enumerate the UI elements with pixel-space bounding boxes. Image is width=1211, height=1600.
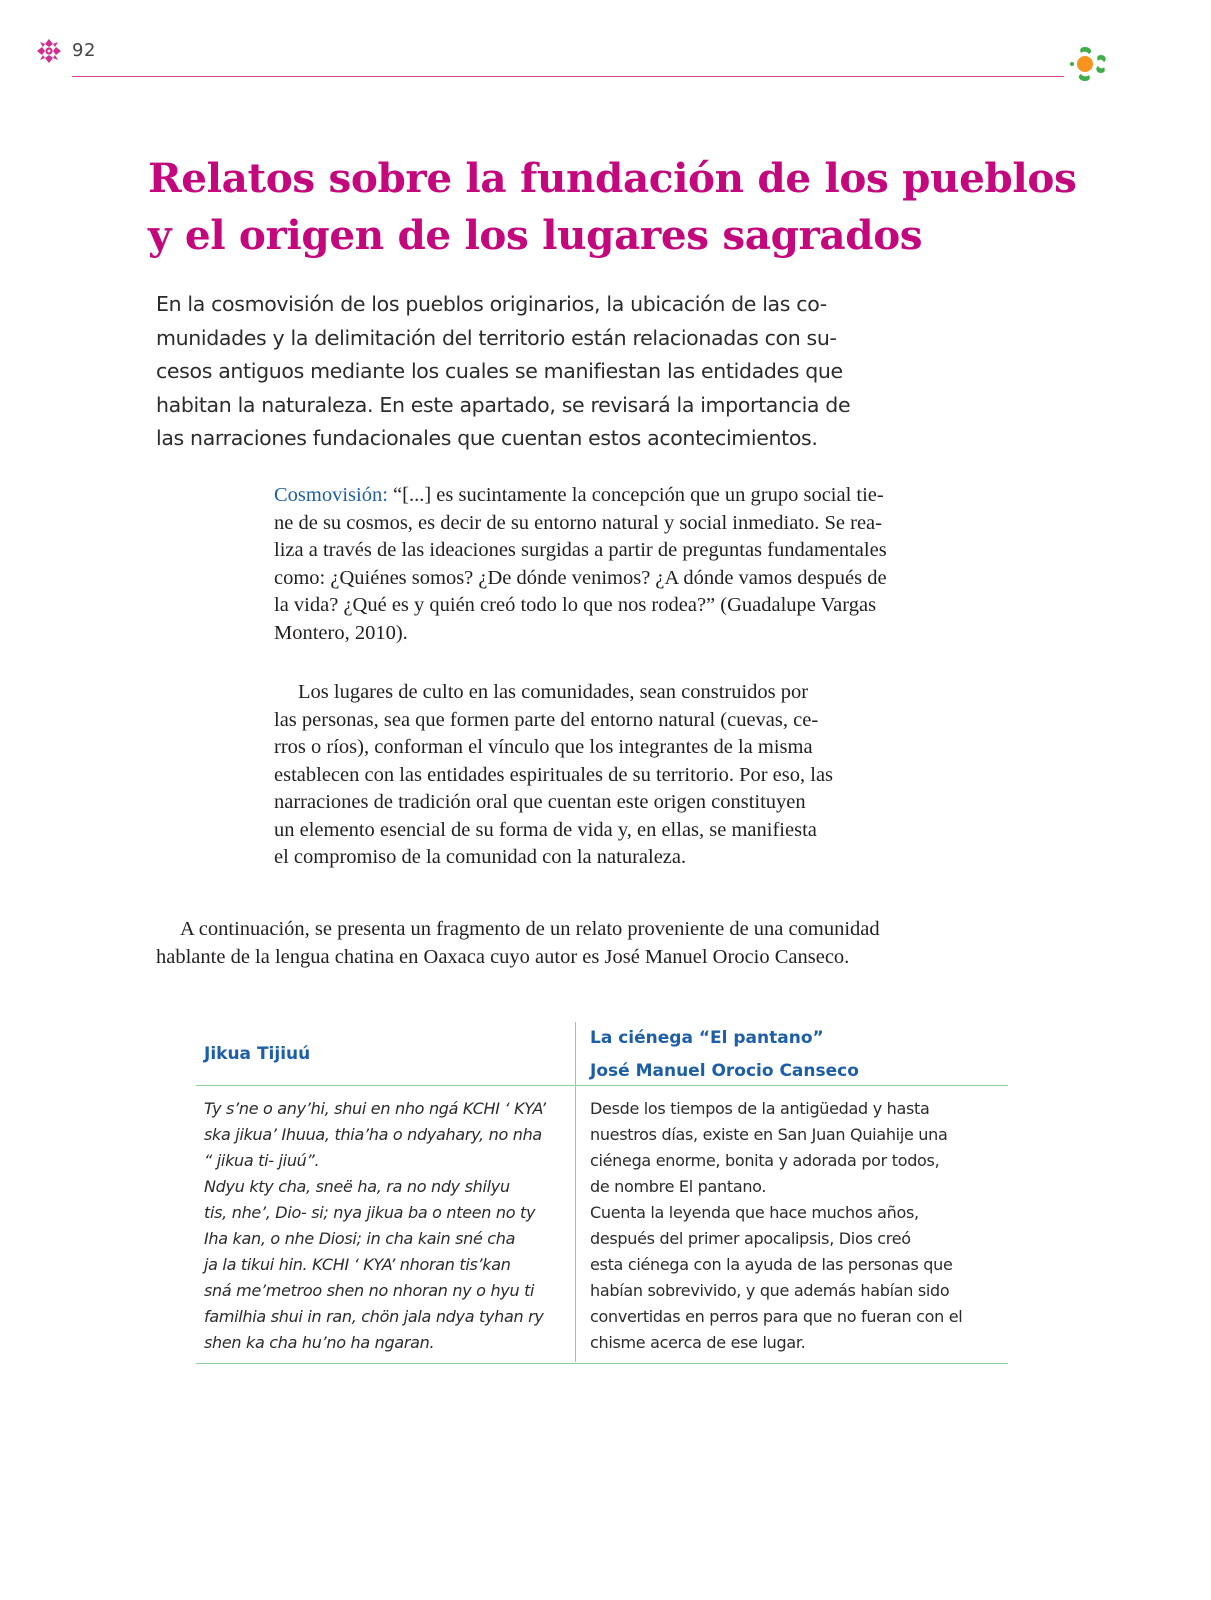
spanish-line: Desde los tiempos de la antigüedad y hasta [590,1099,930,1118]
paragraph-line: un elemento esencial de su forma de vida y, en ellas, se manifiesta [274,818,817,841]
chatino-line: tis, nhe’, Dio- si; nya jikua ba o nteen no ty [204,1203,536,1222]
definition-text: “[...] es sucintamente la concepción que un grupo social tie- [387,484,884,506]
definition-line: Montero, 2010). [274,621,408,644]
spanish-line: habían sobrevivido, y que además habían sido [590,1281,950,1300]
paragraph-line: el compromiso de la comunidad con la naturaleza. [274,846,687,868]
header-rule [72,76,1064,77]
paragraph-line: A continuación, se presenta un fragmento de un relato proveniente de una comunidad [180,918,880,940]
chatino-title-header: Jikua Tijiuú [204,1044,311,1064]
intro-paragraph [156,288,851,456]
chatino-line: familhia shui in ran, chön jala ndya tyhan ry [204,1307,544,1326]
column-divider [575,1022,576,1362]
chatino-line: ska jikua’ Ihuua, thia’ha o ndyahary, no nha [204,1125,542,1144]
definition-line: como: ¿Quiénes somos? ¿De dónde venimos? ¿A dónde vamos después de [274,566,887,589]
definition-first-line [274,482,986,510]
spanish-line: chisme acerca de ese lugar. [590,1333,806,1352]
chatino-line: shen ka cha hu’no ha ngaran. [204,1333,435,1352]
intro-line: En la cosmovisión de los pueblos originarios, la ubicación de las co- [156,292,827,316]
page-number: 92 [72,40,96,61]
sacred-places-paragraph [274,679,914,872]
intro-line: las narraciones fundacionales que cuentan estos acontecimientos. [156,426,818,450]
intro-line: habitan la naturaleza. En este apartado, se revisará la importancia de [156,392,851,417]
chatino-line: Iha kan, o nhe Diosi; in cha kain sné cha [204,1229,516,1248]
spanish-line: de nombre El pantano. [590,1177,767,1196]
spanish-line: ciénega enorme, bonita y adorada por todos, [590,1151,940,1170]
spanish-line: nuestros días, existe en San Juan Quiahije una [590,1125,948,1144]
definition-term: Cosmovisión: [274,484,388,506]
spanish-line: esta ciénega con la ayuda de las personas que [590,1255,953,1274]
chatino-line: sná me’metroo shen no nhoran ny o hyu ti [204,1281,535,1300]
spanish-line: Cuenta la leyenda que hace muchos años, [590,1203,919,1222]
table-bottom-rule [196,1363,1008,1364]
author-header: José Manuel Orocio Canseco [590,1061,859,1081]
spanish-line: convertidas en perros para que no fueran con el [590,1307,963,1326]
paragraph-line: establecen con las entidades espirituales de su territorio. Por eso, las [274,763,834,786]
spanish-title-header: La ciénega “El pantano” [590,1028,824,1048]
intro-line: munidades y la delimitación del territorio están relacionadas con su- [156,325,837,350]
definition-line: liza a través de las ideaciones surgidas a partir de preguntas fundamentales [274,539,887,561]
header-divider [196,1085,1008,1086]
intro-line: cesos antiguos mediante los cuales se manifiestan las entidades que [156,359,843,383]
paragraph-line: las personas, sea que formen parte del entorno natural (cuevas, ce- [274,708,819,731]
indigenous-badge-icon [1070,43,1116,87]
chatino-line: ja la tikui hin. KCHI ‘ KYA’ nhoran tis’kan [204,1255,511,1274]
definition-box [274,482,986,647]
spanish-text-cell [590,1096,1005,1356]
chatino-line: Ndyu kty cha, sneë ha, ra no ndy shilyu [204,1177,510,1196]
continuation-paragraph [156,915,1016,971]
flower-ornament-icon [36,38,62,64]
paragraph-line: narraciones de tradición oral que cuentan este origen constituyen [274,791,806,813]
definition-line: la vida? ¿Qué es y quién creó todo lo que nos rodea?” (Guadalupe Vargas [274,594,877,616]
chatino-text-cell [204,1096,569,1356]
definition-line: ne de su cosmos, es decir de su entorno natural y social inmediato. Se rea- [274,511,882,534]
bilingual-story-table [196,1022,1008,1364]
paragraph-line: Los lugares de culto en las comunidades, sean construidos por [298,681,809,703]
paragraph-line: rros o ríos), conforman el vínculo que los integrantes de la misma [274,736,813,758]
spanish-line: después del primer apocalipsis, Dios creó [590,1229,911,1248]
chatino-line: “ jikua ti- jiuú”. [204,1151,320,1170]
paragraph-line: hablante de la lengua chatina en Oaxaca cuyo autor es José Manuel Orocio Canseco. [156,946,850,968]
page-title [148,150,1108,264]
chatino-line: Ty s’ne o any’hi, shui en nho ngá KCHI ‘ KYA’ [204,1099,546,1118]
title-line: Relatos sobre la fundación de los pueblos [148,154,1077,202]
title-line: y el origen de los lugares sagrados [148,211,923,259]
page-header [0,0,1211,90]
